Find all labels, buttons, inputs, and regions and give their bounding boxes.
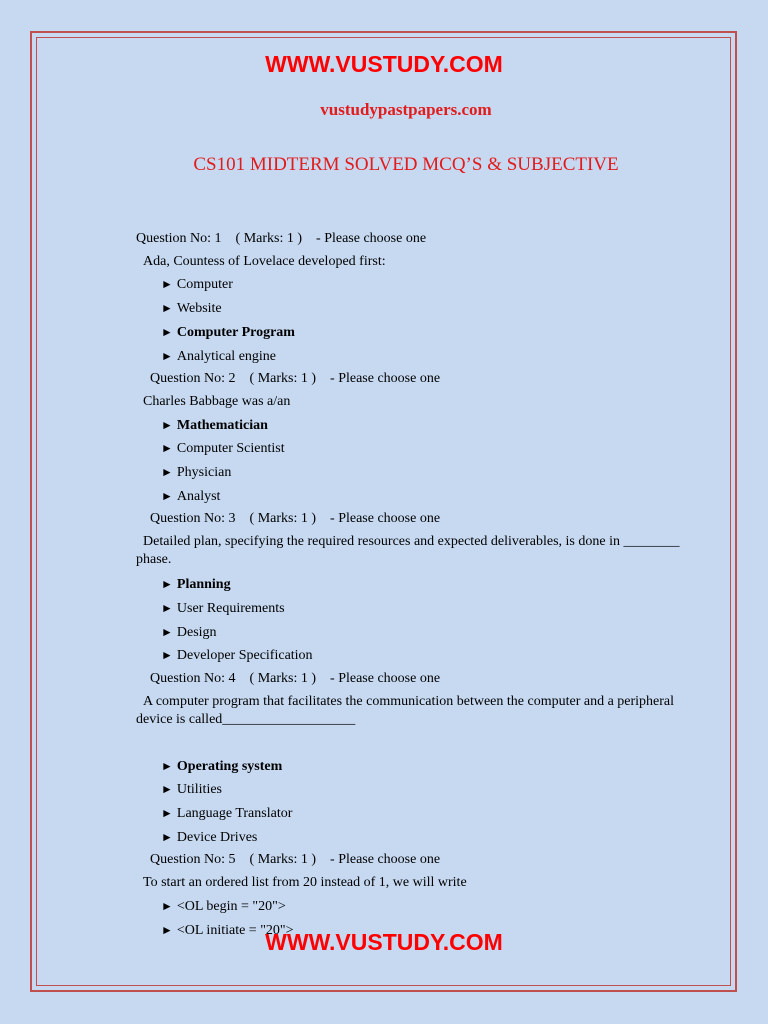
- arrow-bullet-icon: ►: [161, 277, 173, 292]
- answer-option-text: Language Translator: [176, 806, 293, 822]
- answer-option: [136, 297, 681, 321]
- question-header: Question No: 5 ( Marks: 1 ) - Please choose one: [150, 852, 441, 868]
- answer-option-text: Design: [176, 624, 217, 640]
- document-heading: CS101 MIDTERM SOLVED MCQ’S & SUBJECTIVE: [193, 154, 619, 175]
- question-header: Question No: 2 ( Marks: 1 ) - Please choose one: [150, 371, 441, 387]
- answer-option: [136, 461, 681, 485]
- answer-option: [136, 644, 681, 668]
- answer-option-text: User Requirements: [176, 600, 285, 616]
- question-list: [136, 228, 681, 942]
- arrow-bullet-icon: ►: [161, 922, 173, 937]
- arrow-bullet-icon: ►: [161, 624, 173, 639]
- question-stem: Detailed plan, specifying the required resources and expected deliverables, is done in ________ phase.: [136, 534, 680, 568]
- answer-option: [136, 485, 681, 509]
- arrow-bullet-icon: ►: [161, 758, 173, 773]
- site-footer-title: WWW.VUSTUDY.COM: [265, 929, 503, 955]
- answer-option-text: Planning: [176, 577, 231, 593]
- answer-option: [136, 826, 681, 850]
- arrow-bullet-icon: ►: [161, 600, 173, 615]
- answer-option: [136, 345, 681, 369]
- arrow-bullet-icon: ►: [161, 301, 173, 316]
- question-header: Question No: 4 ( Marks: 1 ) - Please choose one: [150, 670, 441, 686]
- arrow-bullet-icon: ►: [161, 577, 173, 592]
- question-stem: Charles Babbage was a/an: [143, 393, 291, 409]
- answer-option-text: Device Drives: [176, 829, 258, 845]
- question-stem: A computer program that facilitates the communication between the computer and a peripheral device is called___________________: [136, 693, 675, 727]
- arrow-bullet-icon: ►: [161, 324, 173, 339]
- answer-option-text: Computer Program: [176, 324, 295, 340]
- answer-option: [136, 437, 681, 461]
- answer-option-text: Analyst: [176, 488, 221, 504]
- correct-answer-option: [136, 573, 681, 597]
- answer-option-text: <OL initiate = "20">: [176, 922, 294, 938]
- question-header: Question No: 3 ( Marks: 1 ) - Please choose one: [150, 511, 441, 527]
- question-header: Question No: 1 ( Marks: 1 ) - Please choose one: [136, 231, 427, 246]
- answer-option-text: Operating system: [176, 758, 283, 774]
- arrow-bullet-icon: ►: [161, 806, 173, 821]
- correct-answer-option: [136, 755, 681, 779]
- answer-option-text: Analytical engine: [176, 348, 277, 364]
- arrow-bullet-icon: ►: [161, 648, 173, 663]
- answer-option-text: Developer Specification: [176, 648, 313, 664]
- answer-option-text: Physician: [176, 465, 232, 481]
- question-stem: To start an ordered list from 20 instead of 1, we will write: [143, 875, 467, 891]
- arrow-bullet-icon: ►: [161, 441, 173, 456]
- site-header-title: WWW.VUSTUDY.COM: [265, 51, 503, 77]
- arrow-bullet-icon: ►: [161, 417, 173, 432]
- correct-answer-option: [136, 321, 681, 345]
- answer-option: [136, 273, 681, 297]
- answer-option: [136, 778, 681, 802]
- site-subtitle: vustudypastpapers.com: [320, 100, 492, 119]
- answer-option-text: Website: [176, 301, 222, 317]
- answer-option-text: <OL begin = "20">: [176, 898, 286, 914]
- answer-option: [136, 597, 681, 621]
- answer-option: [136, 802, 681, 826]
- answer-option-text: Mathematician: [176, 417, 268, 433]
- answer-option: [136, 895, 681, 919]
- arrow-bullet-icon: ►: [161, 898, 173, 913]
- question-stem: Ada, Countess of Lovelace developed first:: [143, 253, 386, 269]
- arrow-bullet-icon: ►: [161, 488, 173, 503]
- answer-option-text: Utilities: [176, 782, 223, 798]
- arrow-bullet-icon: ►: [161, 829, 173, 844]
- spacer: [136, 733, 681, 755]
- answer-option: [136, 621, 681, 645]
- correct-answer-option: [136, 414, 681, 438]
- arrow-bullet-icon: ►: [161, 465, 173, 480]
- answer-option-text: Computer: [176, 277, 233, 293]
- answer-option-text: Computer Scientist: [176, 441, 285, 457]
- arrow-bullet-icon: ►: [161, 348, 173, 363]
- arrow-bullet-icon: ►: [161, 782, 173, 797]
